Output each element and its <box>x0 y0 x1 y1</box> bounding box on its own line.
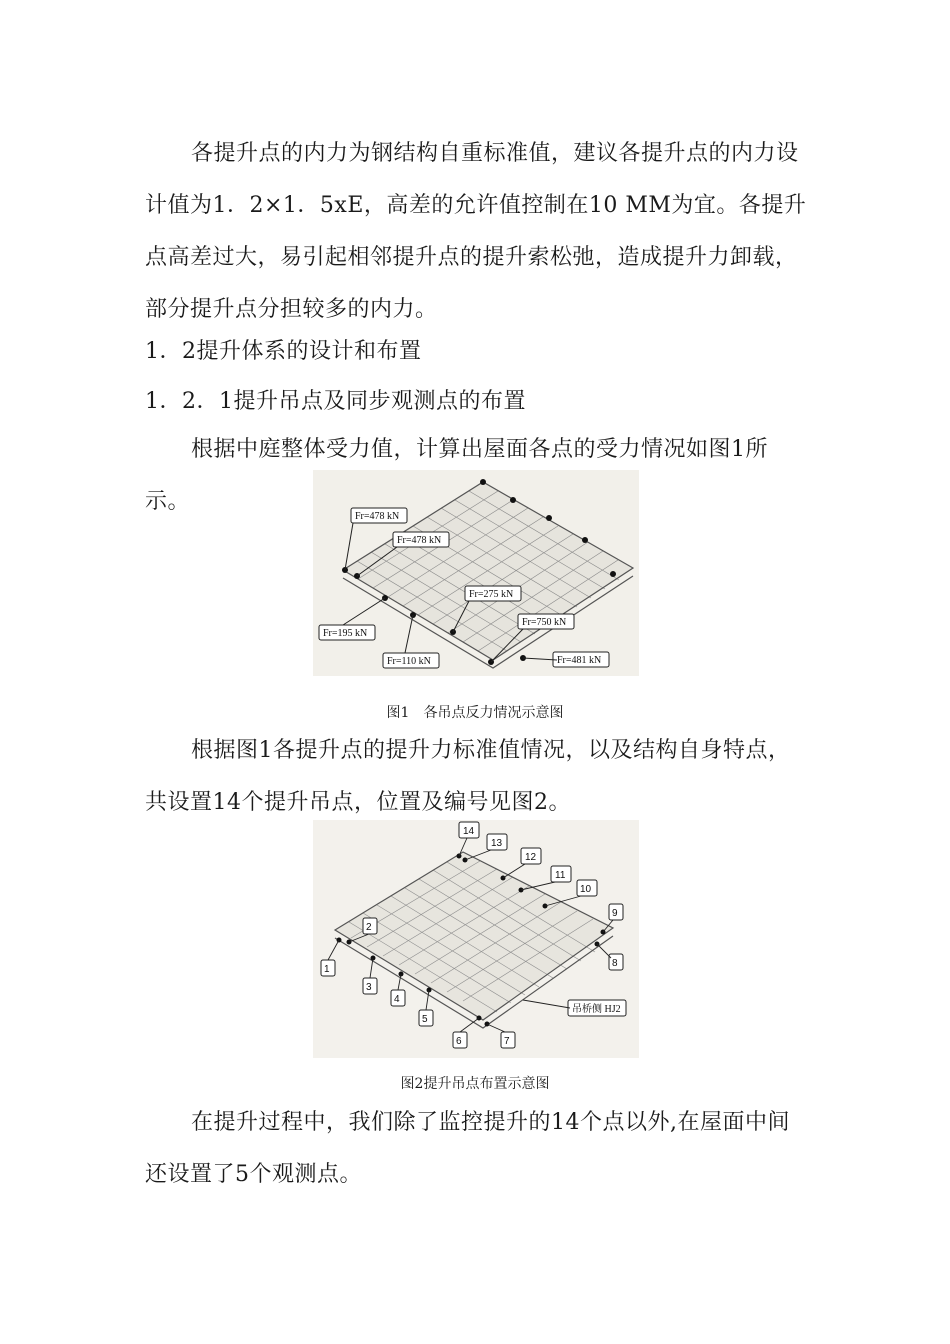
paragraph-1: 各提升点的内力为钢结构自重标准值，建议各提升点的内力设计值为1．2×1．5xE，高差的允许值控制在10 MM为宜。各提升点高差过大，易引起相邻提升点的提升索松弛，造成提升力卸载，部分提升点分担较多的内力。 <box>145 141 807 322</box>
paragraph-2: 根据中庭整体受力值，计算出屋面各点的受力情况如图1所示。 <box>145 437 768 514</box>
lifting-point-10: 10 <box>580 884 592 895</box>
figure-2-image <box>313 820 639 1058</box>
paragraph-3: 根据图1各提升点的提升力标准值情况，以及结构自身特点，共设置14个提升吊点，位置及编号见图2。 <box>145 738 791 815</box>
figure-2-caption: 图2提升吊点布置示意图 <box>400 1076 550 1092</box>
section-heading-1-2-1: 1．2．1提升吊点及同步观测点的布置 <box>145 389 526 414</box>
lifting-point-13: 13 <box>491 838 503 849</box>
reaction-label-1: Fr=478 kN <box>355 511 400 522</box>
lifting-point-11: 11 <box>555 870 566 881</box>
lifting-point-14: 14 <box>463 826 475 837</box>
reaction-label-2: Fr=478 kN <box>397 535 442 546</box>
lifting-point-12: 12 <box>525 852 537 863</box>
figure-2-lifting-points <box>313 820 639 1058</box>
lifting-point-4: 4 <box>394 994 400 1005</box>
lifting-point-3: 3 <box>366 982 372 993</box>
reaction-label-7: Fr=481 kN <box>557 655 602 666</box>
lifting-point-2: 2 <box>366 922 372 933</box>
paragraph-4: 在提升过程中，我们除了监控提升的14个点以外,在屋面中间还设置了5个观测点。 <box>145 1110 790 1187</box>
bridge-side-label: 吊桥侧 HJ2 <box>572 1004 621 1015</box>
reaction-label-4: Fr=195 kN <box>323 628 368 639</box>
reaction-label-3: Fr=275 kN <box>469 589 514 600</box>
figure-1-reaction-forces <box>313 470 639 676</box>
lifting-point-1: 1 <box>324 964 330 975</box>
lifting-point-7: 7 <box>504 1036 510 1047</box>
lifting-point-5: 5 <box>422 1014 428 1025</box>
lifting-point-9: 9 <box>612 908 618 919</box>
lifting-point-6: 6 <box>456 1036 462 1047</box>
reaction-label-6: Fr=750 kN <box>522 617 567 628</box>
reaction-label-5: Fr=110 kN <box>387 656 431 667</box>
section-heading-1-2: 1．2提升体系的设计和布置 <box>145 339 422 364</box>
lifting-point-8: 8 <box>612 958 618 969</box>
figure-1-image <box>313 470 639 676</box>
figure-1-caption: 图1 各吊点反力情况示意图 <box>386 705 564 721</box>
